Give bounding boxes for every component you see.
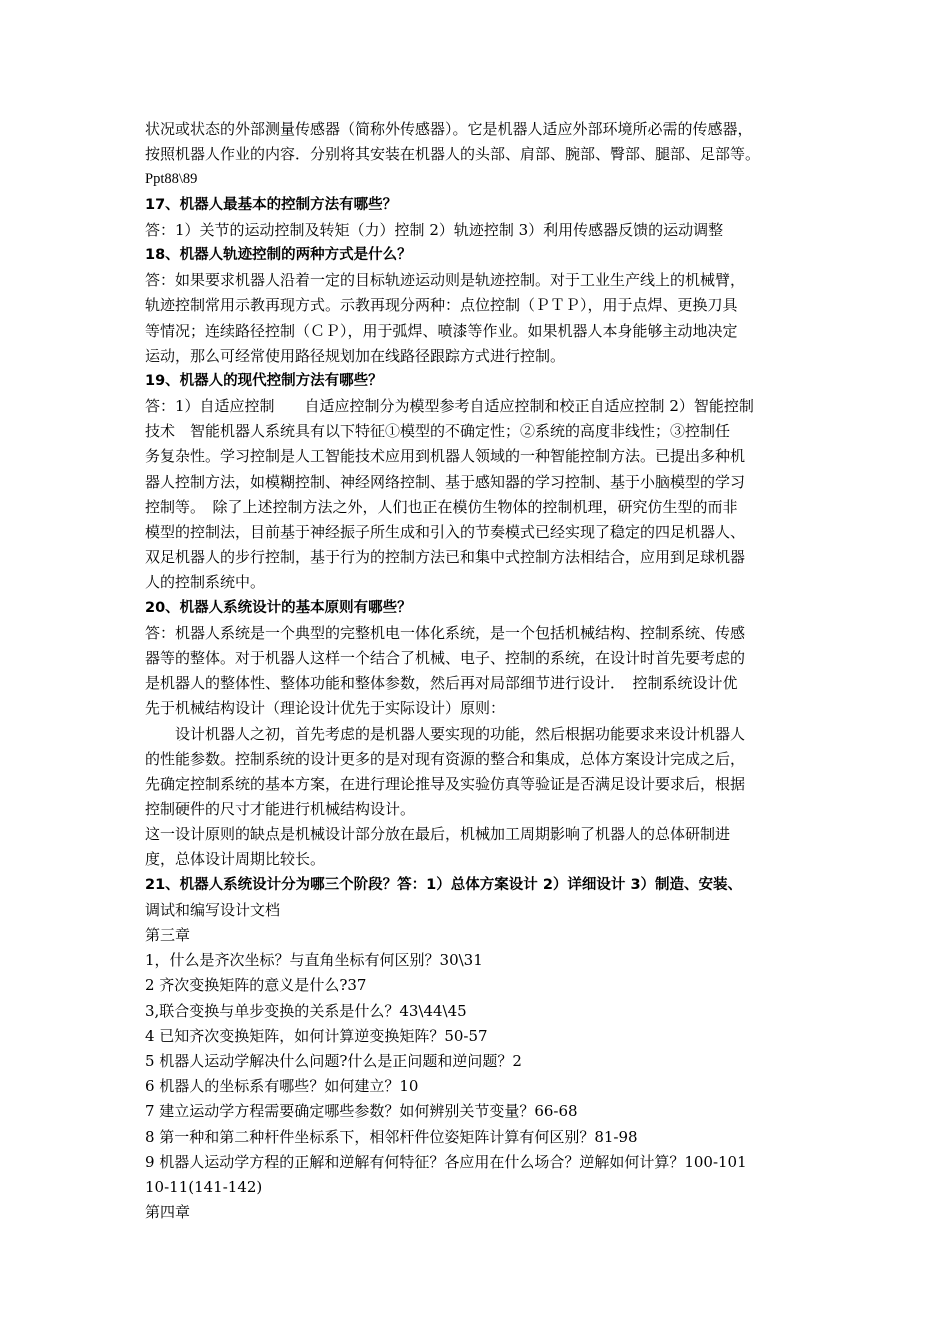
text-line: 器等的整体。对于机器人这样一个结合了机械、电子、控制的系统，在设计时首先要考虑的 (145, 648, 746, 667)
text-line: 调试和编写设计文档 (145, 900, 281, 919)
text-line: 答：1）自适应控制 自适应控制分为模型参考自适应控制和校正自适应控制 2）智能控制 (145, 397, 754, 416)
text-line: 轨迹控制常用示教再现方式。示教再现分两种：点位控制（ＰＴＰ），用于点焊、更换刀具 (145, 296, 738, 315)
text-line: 先确定控制系统的基本方案，在进行理论推导及实验仿真等验证是否满足设计要求后，根据 (145, 774, 746, 793)
text-line: 控制等。 除了上述控制方法之外，人们也正在模仿生物体的控制机理，研究仿生型的而非 (145, 497, 738, 516)
text-line: 9 机器人运动学方程的正解和逆解有何特征？各应用在什么场合？逆解如何计算？100-101 (145, 1152, 747, 1171)
text-line: 3,联合变换与单步变换的关系是什么？43\44\45 (145, 1001, 467, 1020)
text-line: 模型的控制法，目前基于神经振子所生成和引入的节奏模式已经实现了稳定的四足机器人、 (145, 523, 746, 541)
text-line: 6 机器人的坐标系有哪些？如何建立？10 (145, 1077, 419, 1096)
text-line: 7 建立运动学方程需要确定哪些参数？如何辨别关节变量？66-68 (145, 1102, 578, 1121)
text-line: 答：如果要求机器人沿着一定的目标轨迹运动则是轨迹控制。对于工业生产线上的机械臂， (145, 271, 746, 290)
question-heading: 19、机器人的现代控制方法有哪些？ (145, 372, 383, 389)
text-line: 10-11(141-142) (145, 1177, 263, 1196)
text-line: 的性能参数。控制系统的设计更多的是对现有资源的整合和集成，总体方案设计完成之后， (145, 749, 746, 768)
question-heading: 18、机器人轨迹控制的两种方式是什么？ (145, 246, 412, 263)
text-line: 2 齐次变换矩阵的意义是什么?37 (145, 976, 367, 995)
text-line: 答：1）关节的运动控制及转矩（力）控制 2）轨迹控制 3）利用传感器反馈的运动调整 (145, 220, 724, 239)
text-line: 务复杂性。学习控制是人工智能技术应用到机器人领域的一种智能控制方法。已提出多种机 (145, 447, 746, 466)
text-line: 8 第一种和第二种杆件坐标系下，相邻杆件位姿矩阵计算有何区别？81-98 (145, 1127, 638, 1146)
text-line: 先于机械结构设计（理论设计优先于实际设计）原则： (145, 699, 506, 718)
text-line: 4 已知齐次变换矩阵，如何计算逆变换矩阵？50-57 (145, 1026, 488, 1045)
document-body (145, 117, 813, 1225)
text-line: 状况或状态的外部测量传感器（简称外传感器）。它是机器人适应外部环境所必需的传感器， (145, 120, 753, 138)
text-line: 双足机器人的步行控制，基于行为的控制方法已和集中式控制方法相结合，应用到足球机器 (145, 548, 746, 567)
text-line: 第四章 (145, 1203, 191, 1222)
text-line: 第三章 (145, 926, 191, 944)
text-line: 等情况；连续路径控制（ＣＰ），用于弧焊、喷漆等作业。如果机器人本身能够主动地决定 (145, 321, 738, 340)
question-heading: 21、机器人系统设计分为哪三个阶段？答：1）总体方案设计 2）详细设计 3）制造、安装、 (145, 876, 743, 893)
text-line: 技术 智能机器人系统具有以下特征①模型的不确定性；②系统的高度非线性；③控制任 (145, 422, 731, 441)
text-line: 设计机器人之初，首先考虑的是机器人要实现的功能，然后根据功能要求来设计机器人 (175, 724, 746, 743)
text-line: 器人控制方法，如模糊控制、神经网络控制、基于感知器的学习控制、基于小脑模型的学习 (145, 472, 746, 491)
text-line: Ppt88\89 (145, 171, 198, 188)
text-line: 这一设计原则的缺点是机械设计部分放在最后，机械加工周期影响了机器人的总体研制进 (145, 825, 731, 844)
text-line: 答：机器人系统是一个典型的完整机电一体化系统，是一个包括机械结构、控制系统、传感 (145, 623, 746, 642)
text-line: 1，什么是齐次坐标？与直角坐标有何区别？30\31 (145, 951, 483, 970)
text-line: 5 机器人运动学解决什么问题?什么是正问题和逆问题？2 (145, 1051, 522, 1070)
text-line: 按照机器人作业的内容．分别将其安装在机器人的头部、肩部、腕部、臀部、腿部、足部等。 (145, 145, 761, 164)
text-line: 控制硬件的尺寸才能进行机械结构设计。 (145, 800, 416, 819)
text-line: 度，总体设计周期比较长。 (145, 850, 326, 869)
text-line: 人的控制系统中。 (145, 573, 266, 592)
text-line: 运动，那么可经常使用路径规划加在线路径跟踪方式进行控制。 (145, 346, 566, 365)
question-heading: 20、机器人系统设计的基本原则有哪些？ (145, 599, 412, 616)
question-heading: 17、机器人最基本的控制方法有哪些？ (145, 196, 398, 213)
text-line: 是机器人的整体性、整体功能和整体参数，然后再对局部细节进行设计． 控制系统设计优 (145, 674, 738, 693)
